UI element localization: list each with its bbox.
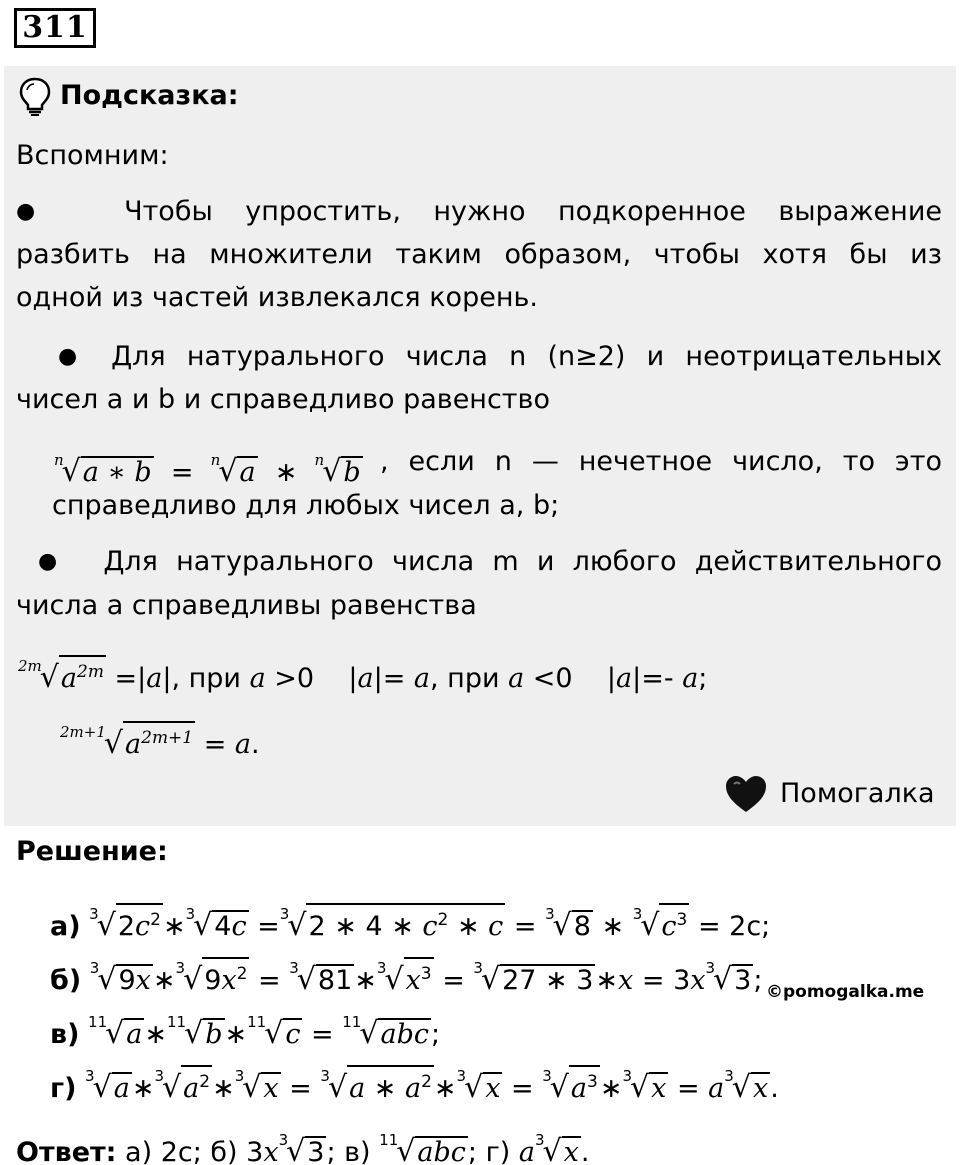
bullet2-line2: чисел a и b и справедливо равенство — [16, 384, 550, 415]
watermark: ©pomogalka.me — [766, 982, 925, 1002]
brand-name: Помогалка — [780, 778, 935, 809]
solution-v: в) $^{11}$√a∗$^{11}$√b∗$^{11}$√c = $^{11}$√abc; — [50, 1013, 441, 1051]
solution-b: б) $^3√9x∗^3√9x^2$ = $^3√81∗^3√x^3 = ^3√27$ ∗ 3∗x = $3x^3√3$; — [50, 959, 763, 997]
bullet1-line3: одной из частей извлекался корень. — [16, 282, 538, 313]
formula1-tail1: , если n — нечетное число, то это — [380, 446, 942, 477]
bullet2-line1: ● Для натурального числа n (n≥2) и неотрицательных — [58, 341, 943, 372]
bullet-icon: ● — [16, 199, 60, 224]
formula1-tail2: справедливо для любых чисел a, b; — [52, 490, 560, 521]
bullet3-line2: числа a справедливы равенства — [16, 590, 477, 621]
formula-odd-root: $^{2m+1}√a^{2m+1} = a$. — [60, 723, 260, 761]
solution-a: а) $^3√2c^2∗^3√4c =^3√2$ ∗ 4 ∗ $c^2$ ∗ c = $^3$√8 ∗ $^3√c^3 = 2с$; — [50, 905, 771, 943]
hint-title: Подсказка: — [60, 80, 239, 111]
bullet1-line2: разбить на множители таким образом, чтобы хотя бы из — [16, 239, 942, 270]
solution-g: г) $^3√a∗^3√a^2∗^3√x = ^3√a$ ∗ $a^2∗^3√x$ = $^3√a^3∗^3√x = a^3√x$. — [50, 1067, 779, 1105]
bullet-icon: ● — [38, 549, 67, 574]
bullet-icon: ● — [58, 344, 90, 369]
recall-text: Вспомним: — [16, 140, 169, 171]
heart-icon — [724, 774, 768, 814]
solution-title: Решение: — [16, 836, 168, 867]
formula-even-root: $^{2m}√a^{2m} =|a|$, при a >0 |a|= a, при a <0 |a|=- a; — [18, 657, 708, 695]
formula-nth-root-product: $^n$√a ∗ b = $^n$√a ∗ $^n$√b — [54, 451, 361, 489]
bullet1-line1: ● Чтобы упростить, нужно подкоренное выражение — [16, 196, 942, 227]
answer-line: Ответ: а) 2с; б) $3x^3√3$; в) $^{11}$√abc; г) $a^3√x$. — [16, 1122, 590, 1165]
lightbulb-icon — [18, 76, 52, 116]
bullet3-line1: ● Для натурального числа m и любого действительного — [38, 546, 943, 577]
problem-number: 311 — [14, 8, 96, 48]
